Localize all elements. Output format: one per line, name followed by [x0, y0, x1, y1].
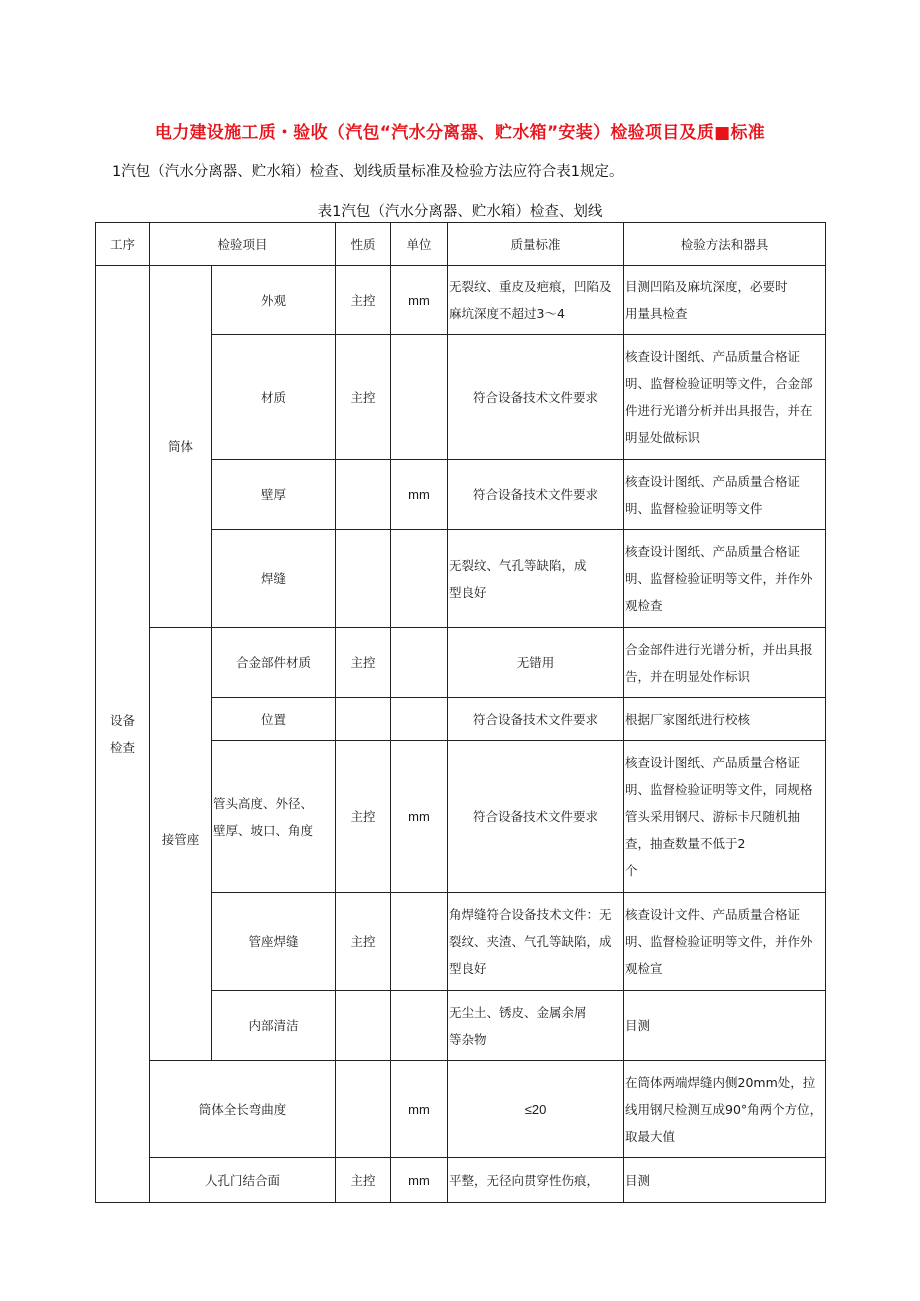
group-nozzle: 接管座 — [150, 628, 212, 1061]
standard-cell: 符合设备技术文件要求 — [448, 460, 624, 530]
header-process: 工序 — [96, 223, 150, 266]
nature-cell — [336, 1061, 391, 1158]
method-cell: 核查设计图纸、产品质量合格证明、监督检验证明等文件，同规格管头采用钢尺、游标卡尺随机抽查，抽查数量不低于2 个 — [624, 741, 826, 893]
group-shell: 筒体 — [150, 266, 212, 628]
unit-cell: mm — [391, 1061, 448, 1158]
unit-cell — [391, 530, 448, 628]
unit-cell — [391, 893, 448, 991]
item-cell: 位置 — [212, 698, 336, 741]
item-cell: 管头高度、外径、 壁厚、坡口、角度 — [212, 741, 336, 893]
standard-cell: 角焊缝符合设备技术文件：无裂纹、夹渣、气孔等缺陷，成型良好 — [448, 893, 624, 991]
unit-cell: mm — [391, 741, 448, 893]
nature-cell: 主控 — [336, 741, 391, 893]
standard-cell: 无尘土、锈皮、金属余屑 等杂物 — [448, 991, 624, 1061]
nature-cell — [336, 991, 391, 1061]
header-row — [96, 223, 826, 266]
table-caption: 表1汽包（汽水分离器、贮水箱）检查、划线 — [317, 204, 603, 220]
method-cell: 核查设计图纸、产品质量合格证明、监督检验证明等文件，合金部件进行光谱分析并出具报告，并在明显处做标识 — [624, 335, 826, 460]
method-cell: 根据厂家图纸进行校核 — [624, 698, 826, 741]
method-cell: 核查设计图纸、产品质量合格证明、监督检验证明等文件，并作外观检查 — [624, 530, 826, 628]
nature-cell: 主控 — [336, 266, 391, 335]
standard-cell: 符合设备技术文件要求 — [448, 698, 624, 741]
nature-cell: 主控 — [336, 628, 391, 698]
nature-cell — [336, 698, 391, 741]
method-cell: 核查设计文件、产品质量合格证明、监督检验证明等文件，并作外观检宣 — [624, 893, 826, 991]
table-row — [96, 266, 826, 335]
method-cell: 在筒体两端焊缝内侧20mm处，拉线用钢尺检测互成90°角两个方位，取最大值 — [624, 1061, 826, 1158]
nature-cell — [336, 530, 391, 628]
header-method: 检验方法和器具 — [624, 223, 826, 266]
method-cell: 目测凹陷及麻坑深度，必要时 用量具检查 — [624, 266, 826, 335]
item-cell: 材质 — [212, 335, 336, 460]
table-row — [96, 1061, 826, 1158]
nature-cell — [336, 460, 391, 530]
unit-cell — [391, 991, 448, 1061]
table-row — [96, 1158, 826, 1203]
standard-cell: 符合设备技术文件要求 — [448, 335, 624, 460]
item-cell: 管座焊缝 — [212, 893, 336, 991]
unit-cell — [391, 335, 448, 460]
process-cell: 设备 检查 — [96, 266, 150, 1203]
item-cell: 壁厚 — [212, 460, 336, 530]
method-cell: 合金部件进行光谱分析，并出具报告，并在明显处作标识 — [624, 628, 826, 698]
item-cell: 焊缝 — [212, 530, 336, 628]
standard-cell: ≤20 — [448, 1061, 624, 1158]
nature-cell: 主控 — [336, 335, 391, 460]
unit-cell: mm — [391, 1158, 448, 1203]
nature-cell: 主控 — [336, 1158, 391, 1203]
header-nature: 性质 — [336, 223, 391, 266]
unit-cell: mm — [391, 460, 448, 530]
unit-cell — [391, 698, 448, 741]
standard-cell: 无错用 — [448, 628, 624, 698]
inspection-table — [95, 222, 826, 1203]
document-title: 电力建设施工质・验收（汽包“汽水分离器、贮水箱”安装）检验项目及质■标准 — [154, 123, 766, 143]
item-cell: 外观 — [212, 266, 336, 335]
standard-cell: 无裂纹、气孔等缺陷，成 型良好 — [448, 530, 624, 628]
item-cell: 内部清洁 — [212, 991, 336, 1061]
unit-cell — [391, 628, 448, 698]
header-item: 检验项目 — [150, 223, 336, 266]
intro-paragraph: 1汽包（汽水分离器、贮水箱）检查、划线质量标准及检验方法应符合表1规定。 — [112, 164, 624, 180]
header-unit: 单位 — [391, 223, 448, 266]
method-cell: 核查设计图纸、产品质量合格证明、监督检验证明等文件 — [624, 460, 826, 530]
table-row — [96, 628, 826, 698]
item-cell: 人孔门结合面 — [150, 1158, 336, 1203]
item-cell: 合金部件材质 — [212, 628, 336, 698]
method-cell: 目测 — [624, 1158, 826, 1203]
unit-cell: mm — [391, 266, 448, 335]
method-cell: 目测 — [624, 991, 826, 1061]
nature-cell: 主控 — [336, 893, 391, 991]
header-standard: 质量标准 — [448, 223, 624, 266]
item-cell: 筒体全长弯曲度 — [150, 1061, 336, 1158]
standard-cell: 符合设备技术文件要求 — [448, 741, 624, 893]
standard-cell: 平整，无径向贯穿性伤痕， — [448, 1158, 624, 1203]
standard-cell: 无裂纹、重皮及疤痕，凹陷及麻坑深度不超过3～4 — [448, 266, 624, 335]
